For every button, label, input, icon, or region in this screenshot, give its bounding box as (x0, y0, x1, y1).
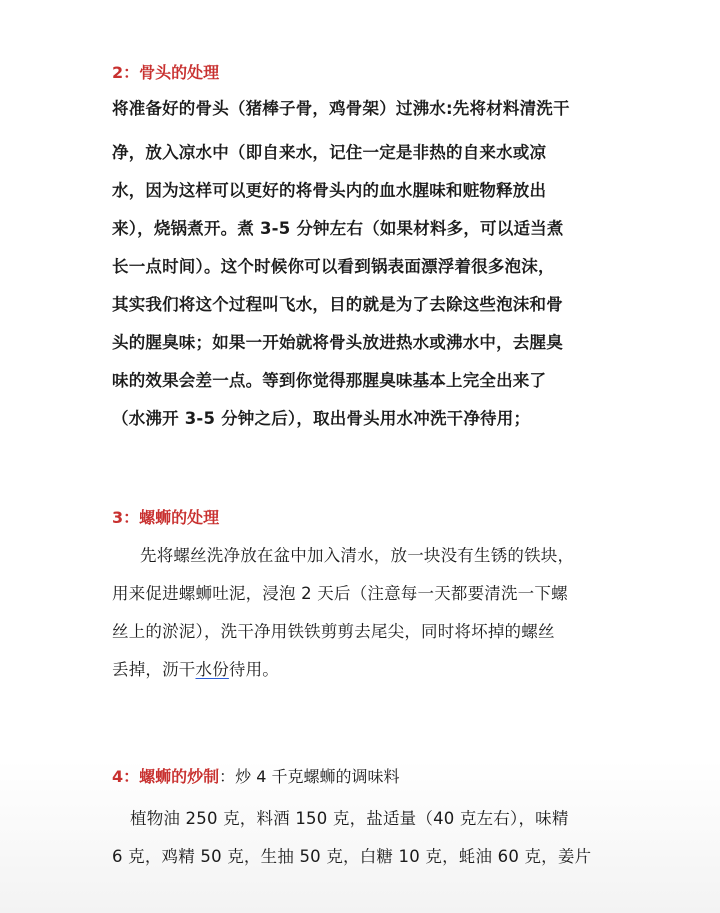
text-line: 丝上的淤泥），洗干净用铁铁剪剪去尾尖，同时将坏掉的螺丝 (112, 622, 555, 641)
underlined-word: 水份 (195, 660, 229, 679)
text-line: （水沸开 3-5 分钟之后），取出骨头用水冲洗干净待用； (112, 409, 531, 428)
section-4-heading-suffix: ：炒 4 千克螺蛳的调味料 (219, 767, 400, 786)
text-line: 先将螺丝洗净放在盆中加入清水，放一块没有生锈的铁块， (140, 546, 575, 565)
text-line: 其实我们将这个过程叫飞水，目的就是为了去除这些泡沫和骨 (112, 295, 563, 314)
text-line (112, 651, 612, 689)
section-bone-processing (112, 62, 612, 438)
text-line: 将准备好的骨头（猪棒子骨，鸡骨架）过沸水:先将材料清洗干 (112, 99, 570, 118)
text-line: 水，因为这样可以更好的将骨头内的血水腥味和赃物释放出 (112, 181, 547, 200)
text-line: 来），烧锅煮开。煮 3-5 分钟左右（如果材料多，可以适当煮 (112, 219, 564, 238)
text-line: 头的腥臭味；如果一开始就将骨头放进热水或沸水中，去腥臭 (112, 333, 563, 352)
section-4-heading-title: 4：螺蛳的炒制 (112, 767, 220, 786)
section-2-heading: 2：骨头的处理 (112, 63, 220, 82)
section-2-body (112, 96, 612, 438)
section-4-body (112, 800, 612, 876)
section-snail-processing (112, 507, 612, 689)
section-3-body (112, 537, 612, 689)
text-line: 用来促进螺蛳吐泥，浸泡 2 天后（注意每一天都要清洗一下螺 (112, 584, 568, 603)
section-3-heading: 3：螺蛳的处理 (112, 508, 220, 527)
text-fragment: 待用。 (228, 660, 280, 679)
text-fragment: 丢掉，沥干 (112, 660, 196, 679)
text-line: 净，放入凉水中（即自来水，记住一定是非热的自来水或凉 (112, 143, 547, 162)
text-line: 长一点时间）。这个时候你可以看到锅表面漂浮着很多泡沫， (112, 257, 555, 276)
section-snail-frying (112, 766, 612, 876)
text-line: 植物油 250 克，料酒 150 克，盐适量（40 克左右），味精 (130, 809, 569, 828)
text-line: 味的效果会差一点。等到你觉得那腥臭味基本上完全出来了 (112, 371, 547, 390)
section-4-heading (112, 766, 612, 788)
text-line: 6 克，鸡精 50 克，生抽 50 克，白糖 10 克，蚝油 60 克，姜片 (112, 847, 592, 866)
